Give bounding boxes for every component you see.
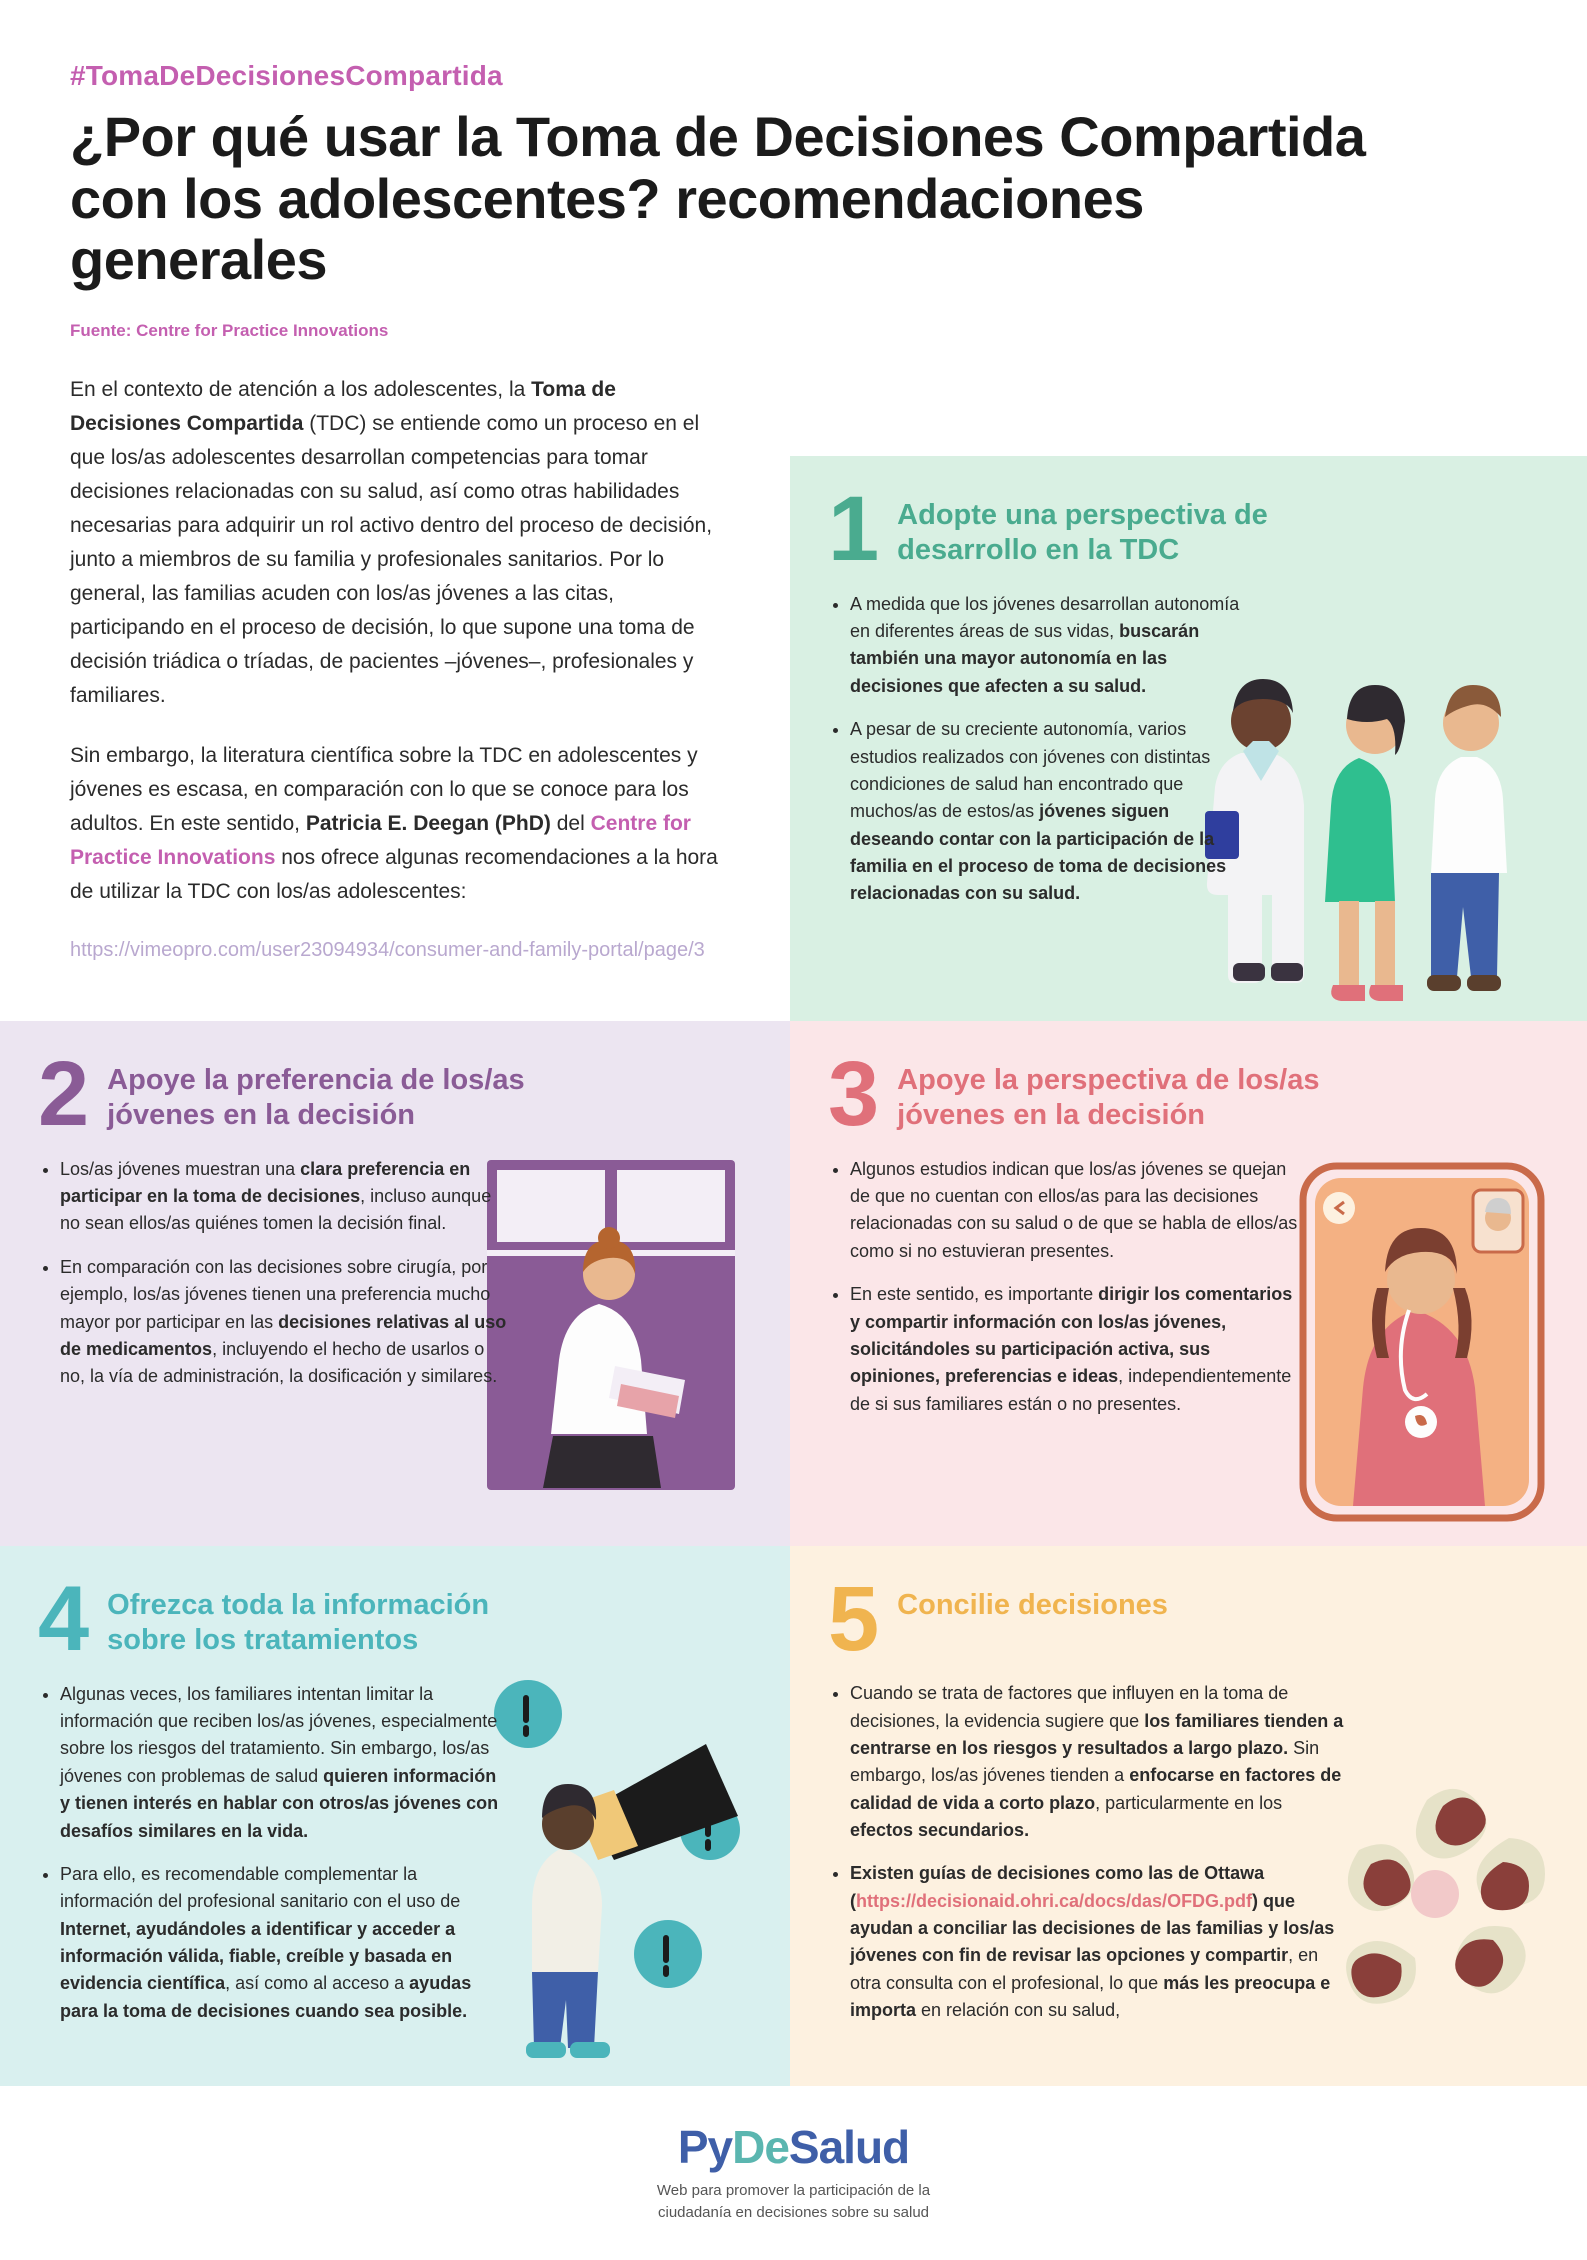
panel-2-title: Apoye la preferencia de los/as jóvenes en la decisión bbox=[107, 1064, 525, 1132]
panel-5-bullets bbox=[828, 1680, 1348, 2024]
illustration-video-call-phone bbox=[1297, 1160, 1547, 1530]
footer-tagline bbox=[0, 2180, 1587, 2224]
intro-p1-a: En el contexto de atención a los adolescentes, la bbox=[70, 377, 532, 401]
panel-2-number: 2 bbox=[38, 1043, 90, 1146]
intro-p2-org: Centre for Practice Innovations bbox=[70, 811, 691, 869]
panel-2-head bbox=[38, 1043, 756, 1146]
panel-1-head bbox=[828, 478, 1557, 581]
panel-1-title: Adopte una perspectiva de desarrollo en la TDC bbox=[897, 499, 1268, 567]
panel-5-head bbox=[828, 1568, 1557, 1671]
panel-row-2 bbox=[0, 1021, 1587, 1546]
list-item: • Algunos estudios indican que los/as jóvenes se quejan de que no cuentan con ellos/as para las decisiones relacionadas con su salud o de que se habla de ellos/as como si no estuvieran presentes. bbox=[850, 1156, 1298, 1265]
logo-salud: Salud bbox=[788, 2121, 910, 2174]
list-item: • Para ello, es recomendable complementar la información del profesional sanitario con el uso de Internet, ayudándoles a identificar y acceder a información válida, fiable, creíble y basada en evidencia científica, así como al acceso a ayudas para la toma de decisiones cuando sea posible. bbox=[60, 1861, 508, 2025]
intro-p2-a: Sin embargo, la literatura científica sobre la TDC en adolescentes y jóvenes es escasa, en comparación con lo que se conoce para los adultos. En este sentido, bbox=[70, 743, 698, 835]
panel-row-3 bbox=[0, 1546, 1587, 2086]
illustration-megaphone bbox=[470, 1652, 770, 2072]
logo bbox=[0, 2120, 1587, 2174]
panel-4-title: Ofrezca toda la información sobre los tratamientos bbox=[107, 1589, 490, 1657]
panel-3-head bbox=[828, 1043, 1557, 1146]
list-item: • A pesar de su creciente autonomía, varios estudios realizados con jóvenes con distintas condiciones de salud han encontrado que muchos/as de estos/as jóvenes siguen deseando contar con la participación de la familia en el proceso de toma de decisiones relacionadas con su salud. bbox=[850, 716, 1258, 908]
list-item: • Los/as jóvenes muestran una clara preferencia en participar en la toma de decisiones, incluso aunque no sean ellos/as quiénes tomen la decisión final. bbox=[60, 1156, 508, 1238]
intro-p2-author: Patricia E. Deegan (PhD) bbox=[305, 811, 551, 835]
panel-4-head bbox=[38, 1568, 756, 1671]
panel-3-title: Apoye la perspectiva de los/as jóvenes en la decisión bbox=[897, 1064, 1320, 1132]
panel-5-title: Concilie decisiones bbox=[897, 1589, 1168, 1622]
ottawa-guide-link[interactable]: https://decisionaid.ohri.ca/docs/das/OFDG.pdf bbox=[856, 1890, 1253, 1911]
panel-3 bbox=[790, 1021, 1587, 1546]
panel-2 bbox=[0, 1021, 790, 1546]
panel-2-bullets bbox=[38, 1156, 508, 1391]
header bbox=[0, 0, 1587, 341]
footer bbox=[0, 2086, 1587, 2260]
hashtag: #TomaDeDecisionesCompartida bbox=[70, 60, 503, 91]
illustration-girl-reading bbox=[479, 1154, 744, 1524]
panel-3-number: 3 bbox=[828, 1043, 880, 1146]
list-item: • A medida que los jóvenes desarrollan autonomía en diferentes áreas de sus vidas, buscarán también una mayor autonomía en las decisiones que afecten a su salud. bbox=[850, 591, 1258, 700]
list-item: • Algunas veces, los familiares intentan limitar la información que reciben los/as jóvenes, especialmente sobre los riesgos del tratamiento. Sin embargo, los/as jóvenes con problemas de salud quieren información y tienen interés en hablar con otros/as jóvenes con desafíos similares en la vida. bbox=[60, 1681, 508, 1845]
intro-p2-e: nos ofrece algunas recomendaciones a la hora de utilizar la TDC con los/as adolescentes: bbox=[70, 845, 718, 903]
footer-tagline-line-2: ciudadanía en decisiones sobre su salud bbox=[657, 2203, 930, 2221]
intro-paragraph-2 bbox=[70, 739, 720, 909]
panel-3-bullets bbox=[828, 1156, 1298, 1418]
list-item: • En comparación con las decisiones sobre cirugía, por ejemplo, los/as jóvenes tienen una preferencia mucho mayor por participar en las decisiones relativas al uso de medicamentos, incluyendo el hecho de usarlos o no, la vía de administración, la dosificación y similares. bbox=[60, 1254, 508, 1391]
panel-4-bullets bbox=[38, 1681, 508, 2025]
footer-tagline-line-1: Web para promover la participación de la bbox=[656, 2182, 931, 2200]
panel-4 bbox=[0, 1546, 790, 2086]
list-item: • En este sentido, es importante dirigir los comentarios y compartir información con los/as jóvenes, solicitándoles su participación activa, sus opiniones, preferencias e ideas, independientemente de si sus familiares están o no presentes. bbox=[850, 1281, 1298, 1418]
page-title: ¿Por qué usar la Toma de Decisiones Compartida con los adolescentes? recomendaciones generales bbox=[70, 105, 1366, 292]
intro-text bbox=[0, 351, 790, 1021]
list-item: • Existen guías de decisiones como las de Ottawa (https://decisionaid.ohri.ca/docs/das/OFDG.pdf) que ayudan a conciliar las decisiones de las familias y los/as jóvenes con fin de revisar las opciones y compartir, en otra consulta con el profesional, lo que más les preocupa e importa en relación con su salud, bbox=[850, 1860, 1348, 2024]
panel-1-bullets bbox=[828, 591, 1258, 908]
intro-p2-c: del bbox=[550, 811, 591, 835]
panel-1 bbox=[790, 456, 1587, 1021]
source-credit: Fuente: Centre for Practice Innovations bbox=[70, 320, 389, 340]
source-link[interactable]: https://vimeopro.com/user23094934/consumer-and-family-portal/page/3 bbox=[70, 939, 705, 962]
intro-paragraph-1 bbox=[70, 373, 720, 713]
panel-1-number: 1 bbox=[828, 478, 880, 581]
panel-5-number: 5 bbox=[828, 1568, 880, 1671]
logo-de: De bbox=[732, 2121, 789, 2174]
intro-p1-c: (TDC) se entiende como un proceso en el que los/as adolescentes desarrollan competencias para tomar decisiones relacionadas con su salud, así como otras habilidades necesarias para adquirir un rol activo dentro del proceso de decisión, junto a miembros de su familia y profesionales sanitarios. Por lo general, las familias acuden con los/as jóvenes a las citas, participando en el proceso de decisión, lo que supone una toma de decisión triádica o tríadas, de pacientes –jóvenes–, profesionales y familiares. bbox=[70, 411, 713, 707]
panel-4-number: 4 bbox=[38, 1568, 90, 1671]
list-item: • Cuando se trata de factores que influyen en la toma de decisiones, la evidencia sugiere que los familiares tienden a centrarse en los riesgos y resultados a largo plazo. Sin embargo, los/as jóvenes tienden a enfocarse en factores de calidad de vida a corto plazo, particularmente en los efectos secundarios. bbox=[850, 1680, 1348, 1844]
panel-5 bbox=[790, 1546, 1587, 2086]
logo-py: Py bbox=[677, 2121, 733, 2174]
intro-p1-bold: Toma de Decisiones Compartida bbox=[70, 377, 616, 435]
